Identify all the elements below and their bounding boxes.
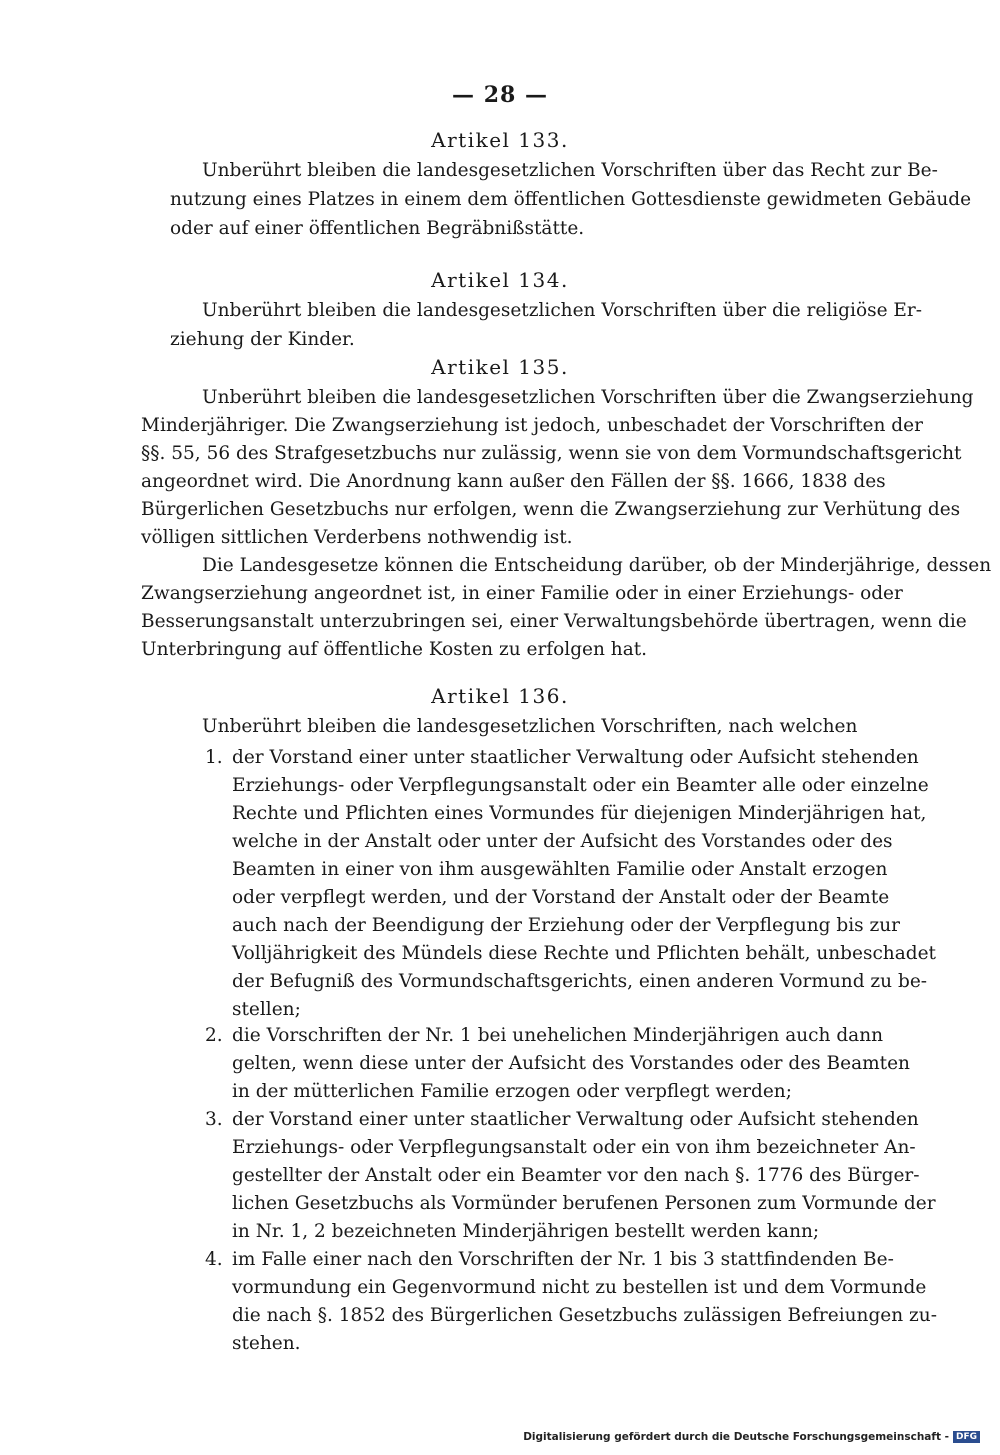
text-line: Bürgerlichen Gesetzbuchs nur erfolgen, wenn die Zwangserziehung zur Verhütung des	[141, 499, 961, 520]
text-line: Volljährigkeit des Mündels diese Rechte und Pflichten behält, unbeschadet	[232, 943, 936, 964]
text-line: völligen sittlichen Verderbens nothwendig ist.	[141, 527, 573, 548]
text-line: lichen Gesetzbuchs als Vormünder berufenen Personen zum Vormunde der	[232, 1193, 936, 1214]
text-line: vormundung ein Gegenvormund nicht zu bestellen ist und dem Vormunde	[232, 1277, 927, 1298]
text-line: in der mütterlichen Familie erzogen oder verpflegt werden;	[232, 1081, 792, 1102]
item-number: 4.	[205, 1249, 223, 1270]
text-line: der Befugniß des Vormundschaftsgerichts, einen anderen Vormund zu be-	[232, 971, 928, 992]
item-number: 2.	[205, 1025, 223, 1046]
text-line: die nach §. 1852 des Bürgerlichen Gesetzbuchs zulässigen Befreiungen zu-	[232, 1305, 937, 1326]
text-line: Die Landesgesetze können die Entscheidung darüber, ob der Minderjährige, dessen	[202, 555, 992, 576]
text-line: Beamten in einer von ihm ausgewählten Familie oder Anstalt erzogen	[232, 859, 888, 880]
page-number: — 28 —	[452, 82, 548, 108]
text-line: Unterbringung auf öffentliche Kosten zu erfolgen hat.	[141, 639, 648, 660]
text-line: die Vorschriften der Nr. 1 bei unehelichen Minderjährigen auch dann	[232, 1025, 884, 1046]
article-heading-133: Artikel 133.	[431, 128, 569, 152]
article-heading-136: Artikel 136.	[431, 684, 569, 708]
text-line: angeordnet wird. Die Anordnung kann außer den Fällen der §§. 1666, 1838 des	[141, 471, 886, 492]
dfg-logo: DFG	[953, 1431, 980, 1443]
text-line: ziehung der Kinder.	[170, 329, 355, 350]
text-line: in Nr. 1, 2 bezeichneten Minderjährigen bestellt werden kann;	[232, 1221, 820, 1242]
text-line: gestellter der Anstalt oder ein Beamter vor den nach §. 1776 des Bürger-	[232, 1165, 920, 1186]
text-line: der Vorstand einer unter staatlicher Verwaltung oder Aufsicht stehenden	[232, 1109, 919, 1130]
text-line: oder verpflegt werden, und der Vorstand der Anstalt oder der Beamte	[232, 887, 890, 908]
text-line: welche in der Anstalt oder unter der Aufsicht des Vorstandes oder des	[232, 831, 893, 852]
text-line: oder auf einer öffentlichen Begräbnißstätte.	[170, 218, 585, 239]
footer-text: Digitalisierung gefördert durch die Deutsche Forschungsgemeinschaft -	[523, 1431, 949, 1443]
text-line: Unberührt bleiben die landesgesetzlichen Vorschriften über die religiöse Er-	[202, 300, 923, 321]
digitization-footer	[523, 1431, 980, 1443]
text-line: im Falle einer nach den Vorschriften der Nr. 1 bis 3 stattfindenden Be-	[232, 1249, 894, 1270]
text-line: der Vorstand einer unter staatlicher Verwaltung oder Aufsicht stehenden	[232, 747, 919, 768]
text-line: stehen.	[232, 1333, 301, 1354]
text-line: stellen;	[232, 999, 301, 1020]
item-number: 3.	[205, 1109, 223, 1130]
text-line: nutzung eines Platzes in einem dem öffentlichen Gottesdienste gewidmeten Gebäude	[170, 189, 972, 210]
text-line: Zwangserziehung angeordnet ist, in einer Familie oder in einer Erziehungs- oder	[141, 583, 903, 604]
article-heading-134: Artikel 134.	[431, 268, 569, 292]
article-heading-135: Artikel 135.	[431, 355, 569, 379]
text-line: Rechte und Pflichten eines Vormundes für diejenigen Minderjährigen hat,	[232, 803, 927, 824]
text-line: Minderjähriger. Die Zwangserziehung ist jedoch, unbeschadet der Vorschriften der	[141, 415, 923, 436]
text-line: Unberührt bleiben die landesgesetzlichen Vorschriften, nach welchen	[202, 716, 858, 737]
text-line: Unberührt bleiben die landesgesetzlichen Vorschriften über das Recht zur Be-	[202, 160, 938, 181]
text-line: Erziehungs- oder Verpflegungsanstalt oder ein Beamter alle oder einzelne	[232, 775, 929, 796]
text-line: gelten, wenn diese unter der Aufsicht des Vorstandes oder des Beamten	[232, 1053, 910, 1074]
text-line: Besserungsanstalt unterzubringen sei, einer Verwaltungsbehörde übertragen, wenn die	[141, 611, 967, 632]
item-number: 1.	[205, 747, 223, 768]
text-line: §§. 55, 56 des Strafgesetzbuchs nur zulässig, wenn sie von dem Vormundschaftsgericht	[141, 443, 962, 464]
text-line: Unberührt bleiben die landesgesetzlichen Vorschriften über die Zwangserziehung	[202, 387, 974, 408]
text-line: auch nach der Beendigung der Erziehung oder der Verpflegung bis zur	[232, 915, 901, 936]
text-line: Erziehungs- oder Verpflegungsanstalt oder ein von ihm bezeichneter An-	[232, 1137, 916, 1158]
